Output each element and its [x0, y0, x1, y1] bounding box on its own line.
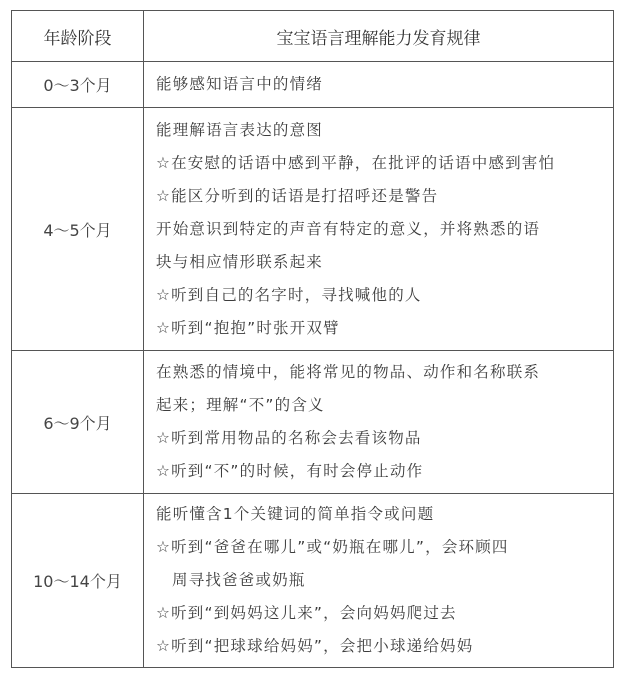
description-cell — [144, 351, 614, 494]
description-line: 起来；理解“不”的含义 — [156, 396, 325, 414]
table-row — [12, 494, 614, 668]
description-line: 能听懂含1个关键词的简单指令或问题 — [156, 505, 435, 523]
description-line: ☆听到“不”的时候，有时会停止动作 — [156, 462, 424, 480]
header-row — [12, 11, 614, 62]
description-line: ☆听到“抱抱”时张开双臂 — [156, 318, 340, 337]
description-line: ☆听到“把球球给妈妈”，会把小球递给妈妈 — [156, 637, 474, 655]
age-cell: 10～14个月 — [12, 494, 144, 668]
description-line: 能够感知语言中的情绪 — [156, 75, 324, 93]
description-cell — [144, 108, 614, 351]
description-line: ☆听到自己的名字时，寻找喊他的人 — [156, 285, 422, 304]
description-line: ☆在安慰的话语中感到平静，在批评的话语中感到害怕 — [156, 153, 556, 172]
header-description: 宝宝语言理解能力发育规律 — [144, 11, 614, 62]
age-cell: 4～5个月 — [12, 108, 144, 351]
age-cell: 0～3个月 — [12, 62, 144, 108]
description-line: ☆听到“爸爸在哪儿”或“奶瓶在哪儿”，会环顾四 — [156, 538, 509, 556]
description-line: ☆听到“到妈妈这儿来”，会向妈妈爬过去 — [156, 604, 457, 622]
description-cell — [144, 494, 614, 668]
table-row — [12, 351, 614, 494]
description-cell — [144, 62, 614, 108]
header-age: 年龄阶段 — [12, 11, 144, 62]
description-line: 开始意识到特定的声音有特定的意义，并将熟悉的语 — [156, 219, 541, 238]
description-line: 在熟悉的情境中，能将常见的物品、动作和名称联系 — [156, 363, 541, 381]
description-line: ☆能区分听到的话语是打招呼还是警告 — [156, 186, 439, 205]
age-cell: 6～9个月 — [12, 351, 144, 494]
table-row — [12, 108, 614, 351]
description-line: ☆听到常用物品的名称会去看该物品 — [156, 429, 422, 447]
description-line: 能理解语言表达的意图 — [156, 120, 324, 139]
description-line: 周寻找爸爸或奶瓶 — [172, 571, 306, 589]
table-row — [12, 62, 614, 108]
language-development-table — [11, 10, 614, 668]
description-line: 块与相应情形联系起来 — [156, 252, 324, 271]
